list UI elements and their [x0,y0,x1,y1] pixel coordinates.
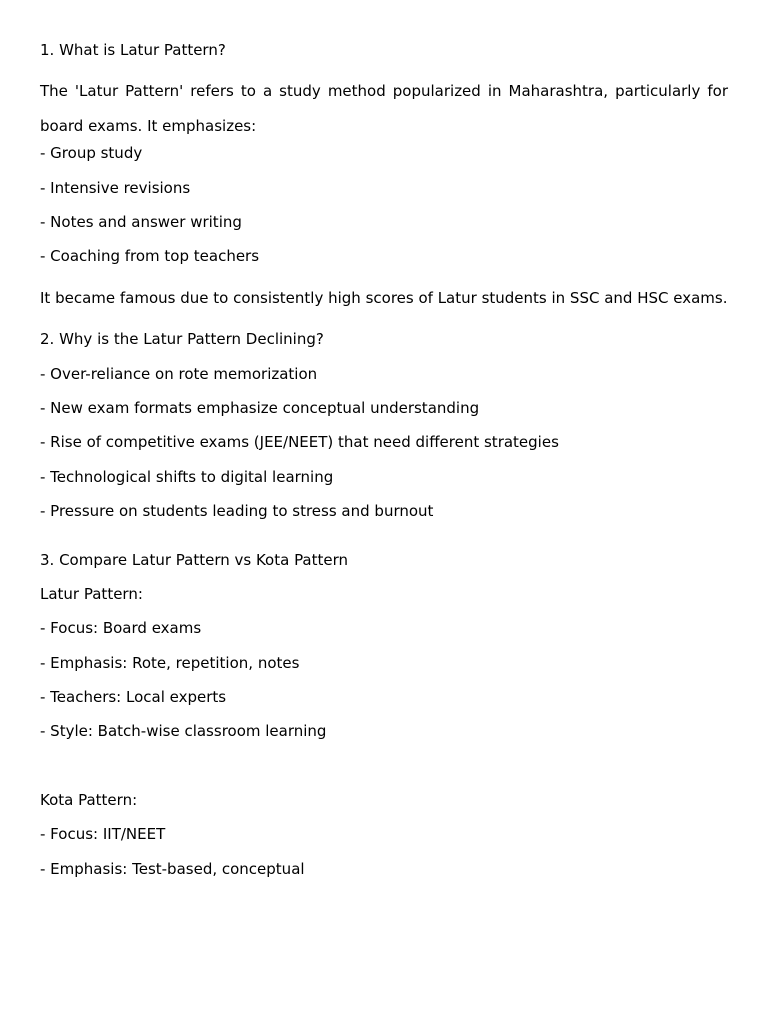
list-item: - Over-reliance on rote memorization [40,364,318,383]
list-item: - Intensive revisions [40,178,191,197]
section-intro-paragraph: The 'Latur Pattern' refers to a study method popularized in Maharashtra, particularly for board exams. It emphasizes: [40,82,728,135]
list-item: - Rise of competitive exams (JEE/NEET) that need different strategies [40,433,559,452]
section-what-is-latur [40,40,728,315]
list-item: - Focus: Board exams [40,619,202,638]
section-heading: 1. What is Latur Pattern? [40,41,226,59]
list-item: - Style: Batch-wise classroom learning [40,722,327,741]
section-outro-paragraph: It became famous due to consistently high scores of Latur students in SSC and HSC exams. [40,288,728,307]
kota-pattern-label: Kota Pattern: [40,790,138,809]
section-heading: 3. Compare Latur Pattern vs Kota Pattern [40,550,349,569]
list-item: - Teachers: Local experts [40,688,227,707]
list-item: - Technological shifts to digital learning [40,467,334,486]
list-item: - Pressure on students leading to stress and burnout [40,502,434,521]
list-item: - Focus: IIT/NEET [40,825,166,844]
list-item: - Coaching from top teachers [40,247,260,266]
section-spacer [40,315,728,329]
list-item: - New exam formats emphasize conceptual understanding [40,398,480,417]
subsection-spacer [40,756,728,790]
section-spacer [40,536,728,550]
section-heading: 2. Why is the Latur Pattern Declining? [40,330,324,349]
list-item: - Group study [40,144,143,163]
list-item: - Emphasis: Rote, repetition, notes [40,653,300,672]
list-item: - Notes and answer writing [40,212,242,231]
section-compare-patterns [40,550,728,894]
document-page [40,40,728,893]
latur-pattern-label: Latur Pattern: [40,584,143,603]
list-item: - Emphasis: Test-based, conceptual [40,859,305,878]
section-why-declining [40,329,728,535]
